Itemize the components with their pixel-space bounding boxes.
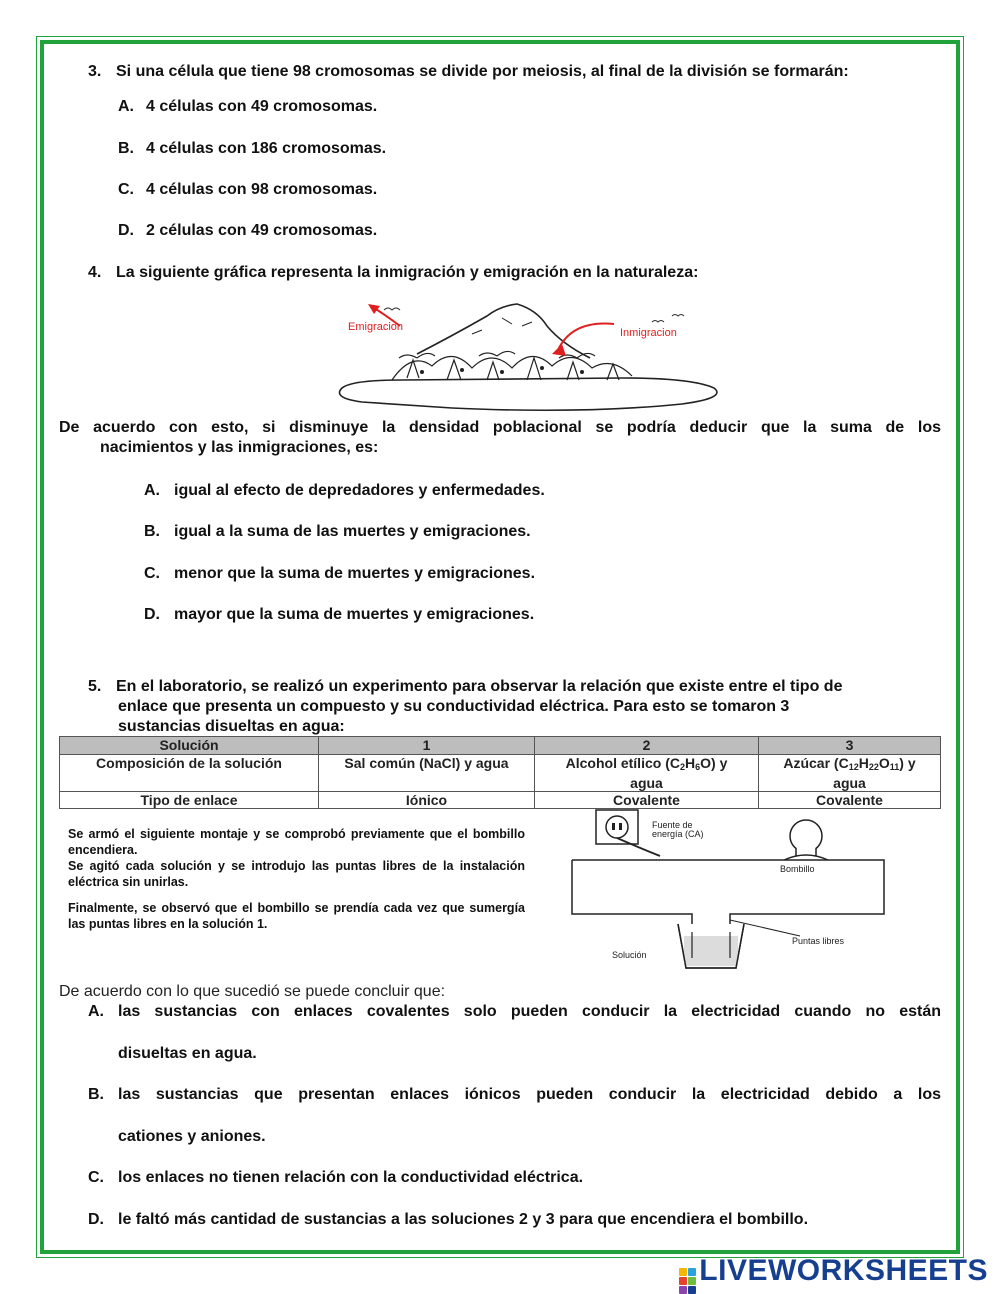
solutions-table (59, 736, 941, 809)
conclusion-stem: De acuerdo con lo que sucedió se puede concluir que: (59, 983, 446, 1000)
emigration-label: Emigracion (348, 321, 404, 333)
svg-text:energía (CA): energía (CA) (652, 829, 704, 839)
table-cell-sugar: Azúcar $(C_{12}H_{22}O_{11})$ y agua (759, 755, 941, 792)
svg-text:Bombillo: Bombillo (780, 864, 815, 874)
question-number: 3. (88, 63, 102, 80)
table-row: Composición de la solución Sal común (NaCl) y agua Alcohol etílico $(C_2H_6O)$ y agua Azúcar $(C_{12}H_{22}O_{11})$ y agua (60, 755, 941, 792)
q3-option-b[interactable]: B. 4 células con 186 cromosomas. (118, 140, 387, 157)
table-cell-alcohol: Alcohol etílico $(C_2H_6O)$ y agua (535, 755, 759, 792)
svg-text:Fuente de: Fuente de (652, 820, 693, 830)
q4-option-b[interactable]: B. igual a la suma de las muertes y emigraciones. (144, 523, 531, 540)
q4-option-a[interactable]: A. igual al efecto de depredadores y enfermedades. (144, 482, 545, 499)
question-4: 4. La siguiente gráfica representa la inmigración y emigración en la naturaleza: (88, 264, 699, 281)
question-3 (88, 62, 948, 82)
svg-text:Puntas libres: Puntas libres (792, 936, 845, 946)
immigration-label: Inmigracion (620, 327, 677, 339)
q5-option-a[interactable]: A. las sustancias con enlaces covalentes solo pueden conducir la electricidad cuando no están disueltas en agua. (88, 1003, 941, 1062)
beaker-icon (678, 924, 744, 968)
q3-option-d[interactable]: D. 2 células con 49 cromosomas. (118, 222, 378, 239)
q4-option-d[interactable]: D. mayor que la suma de muertes y emigraciones. (144, 606, 535, 623)
table-row: Tipo de enlace Iónico Covalente Covalente (60, 792, 941, 809)
q4-stem: De acuerdo con esto, si disminuye la densidad poblacional se podría deducir que la suma de los nacimientos y las inmigraciones, es: (59, 419, 941, 456)
q5-option-b[interactable]: B. las sustancias que presentan enlaces iónicos pueden conducir la electricidad debido a los cationes y aniones. (88, 1086, 941, 1145)
light-bulb-icon (784, 820, 828, 860)
island-migration-figure (322, 296, 742, 416)
svg-text:Solución: Solución (612, 950, 647, 960)
setup-description: Se armó el siguiente montaje y se comprobó previamente que el bombillo encendiera. Se agitó cada solución y se introdujo las puntas libres de la instalación eléctrica sin unirlas. Finalmente, se observó que el bombillo se prendía cada vez que sumergía las puntas libres en la solución 1. (68, 827, 525, 931)
q3-option-a[interactable]: A. 4 células con 49 cromosomas. (118, 98, 378, 115)
logo-mark-icon (679, 1268, 696, 1294)
circuit-diagram (560, 808, 890, 974)
question-text: Si una célula que tiene 98 cromosomas se divide por meiosis, al final de la división se formarán: (116, 63, 849, 80)
q5-option-c[interactable]: C. los enlaces no tienen relación con la conductividad eléctrica. (88, 1169, 584, 1186)
question-5: 5. En el laboratorio, se realizó un experimento para observar la relación que existe entre el tipo de enlace que presenta un compuesto y su conductividad eléctrica. Para esto se tomaron 3 sustancias disueltas en agua: (88, 678, 843, 735)
table-header-row: Solución 1 2 3 (60, 737, 941, 755)
q3-option-c[interactable]: C. 4 células con 98 cromosomas. (118, 181, 378, 198)
liveworksheets-logo[interactable]: LIVEWORKSHEETS (679, 1254, 988, 1294)
q5-option-d[interactable]: D. le faltó más cantidad de sustancias a las soluciones 2 y 3 para que encendiera el bombillo. (88, 1211, 809, 1228)
q4-option-c[interactable]: C. menor que la suma de muertes y emigraciones. (144, 565, 536, 582)
